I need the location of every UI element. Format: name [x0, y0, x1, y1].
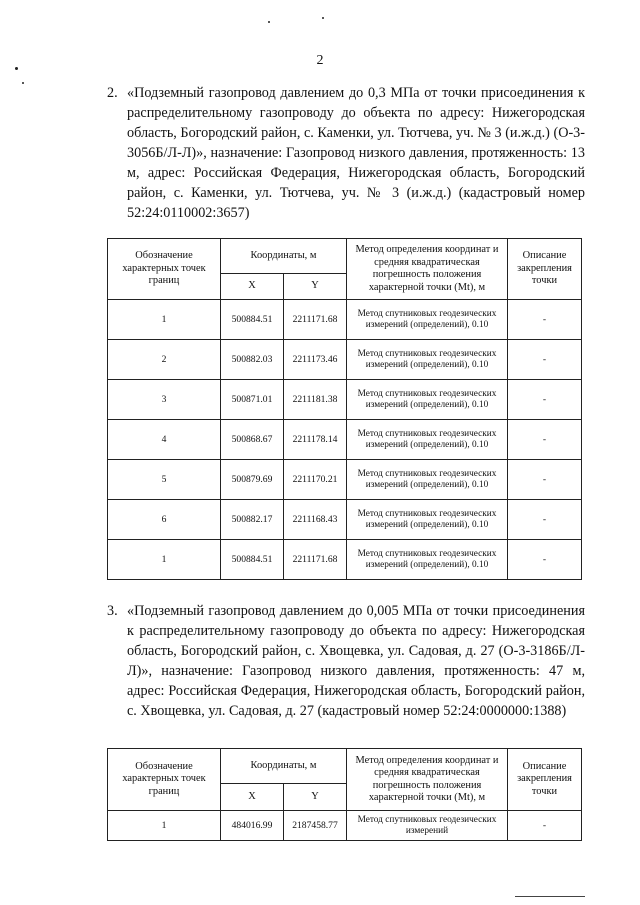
method-cell: Метод спутниковых геодезических измерений (определений), 0.10: [347, 500, 508, 540]
description-cell: -: [508, 540, 582, 580]
header-method: Метод определения координат и средняя квадратическая погрешность положения характерной точки (Мt), м: [347, 749, 508, 811]
header-x: X: [221, 274, 284, 300]
y-cell: 2211170.21: [284, 460, 347, 500]
table-row: [108, 500, 582, 540]
y-cell: 2211171.68: [284, 540, 347, 580]
description-cell: -: [508, 500, 582, 540]
header-coordinates: Координаты, м: [221, 239, 347, 274]
scan-mark: [22, 82, 24, 84]
method-cell: Метод спутниковых геодезических измерений (определений), 0.10: [347, 300, 508, 340]
method-cell: Метод спутниковых геодезических измерений (определений), 0.10: [347, 380, 508, 420]
y-cell: 2211173.46: [284, 340, 347, 380]
header-designation: Обозначение характерных точек границ: [108, 239, 221, 300]
point-cell: 4: [108, 420, 221, 460]
footer-rule: [515, 896, 585, 897]
point-cell: 5: [108, 460, 221, 500]
method-cell: Метод спутниковых геодезических измерений (определений), 0.10: [347, 340, 508, 380]
section-item-2: [107, 83, 585, 223]
point-cell: 6: [108, 500, 221, 540]
header-description: Описание закрепления точки: [508, 239, 582, 300]
method-cell: Метод спутниковых геодезических измерений: [347, 811, 508, 841]
table-row: [108, 340, 582, 380]
x-cell: 500868.67: [221, 420, 284, 460]
x-cell: 500879.69: [221, 460, 284, 500]
table-row: [108, 811, 582, 841]
scan-mark: [322, 17, 324, 19]
header-y: Y: [284, 274, 347, 300]
header-y: Y: [284, 784, 347, 811]
item-description: «Подземный газопровод давлением до 0,005 МПа от точки присоединения к распределительному газопроводу до объекта по адресу: Нижегородская область, Богородский район, с. Хвощевка, ул. Садовая, д. 27 (О-3-3186Б/Л-Л)», назначение: Газопровод низкого давления, протяженность: 47 м, адрес: Российская Федерация, Нижегородская область, Богородский район, с. Хвощевка, ул. Садовая, д. 27 (кадастровый номер 52:24:0000000:1388): [127, 603, 585, 719]
y-cell: 2211181.38: [284, 380, 347, 420]
x-cell: 484016.99: [221, 811, 284, 841]
coordinates-table-2: [107, 748, 582, 841]
x-cell: 500884.51: [221, 540, 284, 580]
point-cell: 1: [108, 540, 221, 580]
method-cell: Метод спутниковых геодезических измерений (определений), 0.10: [347, 460, 508, 500]
table-row: [108, 540, 582, 580]
point-cell: 1: [108, 811, 221, 841]
header-description: Описание закрепления точки: [508, 749, 582, 811]
item-description: «Подземный газопровод давлением до 0,3 МПа от точки присоединения к распределительному газопроводу до объекта по адресу: Нижегородская область, Богородский район, с. Каменки, ул. Тютчева, уч. № 3 (и.ж.д.) (О-3-3056Б/Л-Л)», назначение: Газопровод низкого давления, протяженность: 13 м, адрес: Российская Федерация, Нижегородская область, Богородский район, с. Каменки, ул. Тютчева, уч. № 3 (и.ж.д.) (кадастровый номер 52:24:0110002:3657): [127, 85, 585, 221]
y-cell: 2211171.68: [284, 300, 347, 340]
table-row: [108, 380, 582, 420]
method-cell: Метод спутниковых геодезических измерений (определений), 0.10: [347, 540, 508, 580]
point-cell: 2: [108, 340, 221, 380]
description-cell: -: [508, 340, 582, 380]
page-number: 2: [316, 53, 324, 68]
x-cell: 500882.17: [221, 500, 284, 540]
point-cell: 1: [108, 300, 221, 340]
x-cell: 500884.51: [221, 300, 284, 340]
point-cell: 3: [108, 380, 221, 420]
table-row: [108, 460, 582, 500]
header-x: X: [221, 784, 284, 811]
x-cell: 500871.01: [221, 380, 284, 420]
section-item-3: [107, 601, 585, 721]
header-coordinates: Координаты, м: [221, 749, 347, 784]
header-designation: Обозначение характерных точек границ: [108, 749, 221, 811]
description-cell: -: [508, 380, 582, 420]
table-row: [108, 300, 582, 340]
x-cell: 500882.03: [221, 340, 284, 380]
description-cell: -: [508, 420, 582, 460]
item-number: 2.: [107, 85, 118, 101]
y-cell: 2211168.43: [284, 500, 347, 540]
y-cell: 2211178.14: [284, 420, 347, 460]
method-cell: Метод спутниковых геодезических измерений (определений), 0.10: [347, 420, 508, 460]
y-cell: 2187458.77: [284, 811, 347, 841]
header-method: Метод определения координат и средняя квадратическая погрешность положения характерной точки (Мt), м: [347, 239, 508, 300]
scan-mark: [268, 21, 270, 23]
table-row: [108, 420, 582, 460]
item-number: 3.: [107, 603, 118, 619]
description-cell: -: [508, 300, 582, 340]
description-cell: -: [508, 460, 582, 500]
coordinates-table-1: [107, 238, 582, 580]
description-cell: -: [508, 811, 582, 841]
